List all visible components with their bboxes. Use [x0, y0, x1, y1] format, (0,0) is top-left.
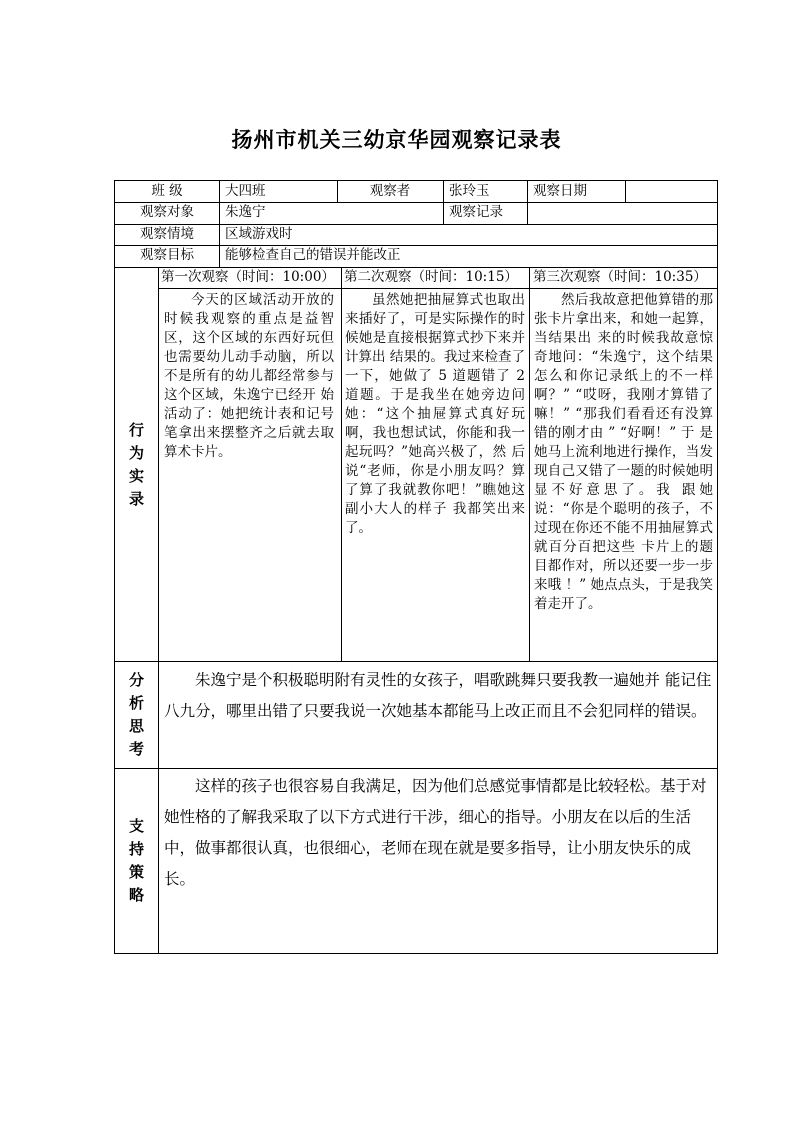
strategy-text: 这样的孩子也很容易自我满足，因为他们总感觉事情都是比较轻松。基于对她性格的了解我采取了以下方式进行干涉，细心的指导。小朋友在以后的生活中，做事都很认真，也很细心，老师在现在就是要多指导，让小朋友快乐的成长。	[164, 777, 707, 888]
record-value	[527, 203, 717, 224]
strategy-label-char: 策	[128, 863, 144, 881]
page-title: 扬州市机关三幼京华园观察记录表	[231, 127, 562, 152]
behavior-label-char: 录	[128, 489, 144, 508]
observation-table	[114, 180, 718, 954]
subject-value: 朱逸宁	[225, 204, 266, 220]
analysis-label-char: 思	[128, 717, 144, 735]
observation-2-heading: 第二次观察（时间：10:15）	[344, 269, 518, 285]
class-label: 班 级	[151, 183, 183, 199]
observation-1-text: 今天的区域活动开放的时候我观察的重点是益智区，这个区域的东西好玩但也需要幼儿动手动脑，所以不是所有的幼儿都经常参与这个区域，朱逸宁已经开 始活动了：她把统计表和记号笔拿出来摆整齐之后就去取算术卡片。	[164, 292, 334, 460]
subject-label: 观察对象	[140, 204, 194, 220]
behavior-label-char: 行	[128, 420, 144, 439]
observation-2-text: 虽然她把抽屉算式也取出来插好了，可是实际操作的时候她是直接根据算式抄下来并计算出 结果的。我过来检查了一下，她做了 5 道题错了 2 道题。于是我坐在她旁边问她：“这个抽屉算式真好玩啊，我也想试试，你能和我一起玩吗？”她高兴极了，然 后说“老师，你是小朋友吗？算了算了我就教你吧！”瞧她这副小大人的样子 我都笑出来了。	[345, 292, 525, 536]
date-label: 观察日期	[533, 183, 587, 199]
goal-label: 观察目标	[140, 247, 194, 263]
analysis-label-char: 分	[128, 671, 144, 689]
behavior-label-char: 实	[128, 466, 144, 485]
analysis-label-char: 考	[128, 740, 144, 758]
strategy-label-char: 持	[128, 840, 144, 858]
strategy-label-char: 支	[128, 817, 144, 835]
context-label: 观察情境	[140, 226, 194, 242]
record-label: 观察记录	[449, 204, 503, 220]
behavior-label	[115, 268, 158, 661]
analysis-text: 朱逸宁是个积极聪明附有灵性的女孩子，唱歌跳舞只要我教一遍她并 能记住八九分，哪里出错了只要我说一次她基本都能马上改正而且不会犯同样的错误。	[164, 671, 712, 720]
analysis-label-char: 析	[128, 694, 144, 712]
context-value: 区域游戏时	[225, 226, 293, 242]
goal-value: 能够检查自己的错误并能改正	[225, 247, 401, 263]
behavior-label-char: 为	[128, 443, 144, 462]
date-value	[625, 182, 717, 202]
strategy-label-char: 略	[128, 886, 144, 904]
analysis-label	[115, 662, 158, 768]
strategy-label	[115, 769, 158, 953]
observation-1-heading: 第一次观察（时间：10:00）	[161, 269, 335, 285]
class-value: 大四班	[225, 183, 266, 199]
observation-3-text: 然后我故意把他算错的那张卡片拿出来，和她一起算，当结果出 来的时候我故意惊奇地问：“朱逸宁，这个结果怎么和你记录纸上的不一样啊？” “哎呀，我刚才算错了嘛！” “那我们看看还有没算错的刚才由 ” “好啊！” 于 是她马上流利地进行操作，当发现自己又错了一题的时候她明显不好意思了。我 跟她说：“你是个聪明的孩子，不过现在你还不能不用抽屉算式就百分百把这些 卡片上的题目都作对，所以还要一步一步来哦 ！” 她点点头，于是我笑着走开了。	[534, 292, 713, 612]
observer-value: 张玲玉	[449, 183, 490, 199]
observer-label: 观察者	[369, 183, 411, 199]
observation-3-heading: 第三次观察（时间：10:35）	[533, 269, 707, 285]
